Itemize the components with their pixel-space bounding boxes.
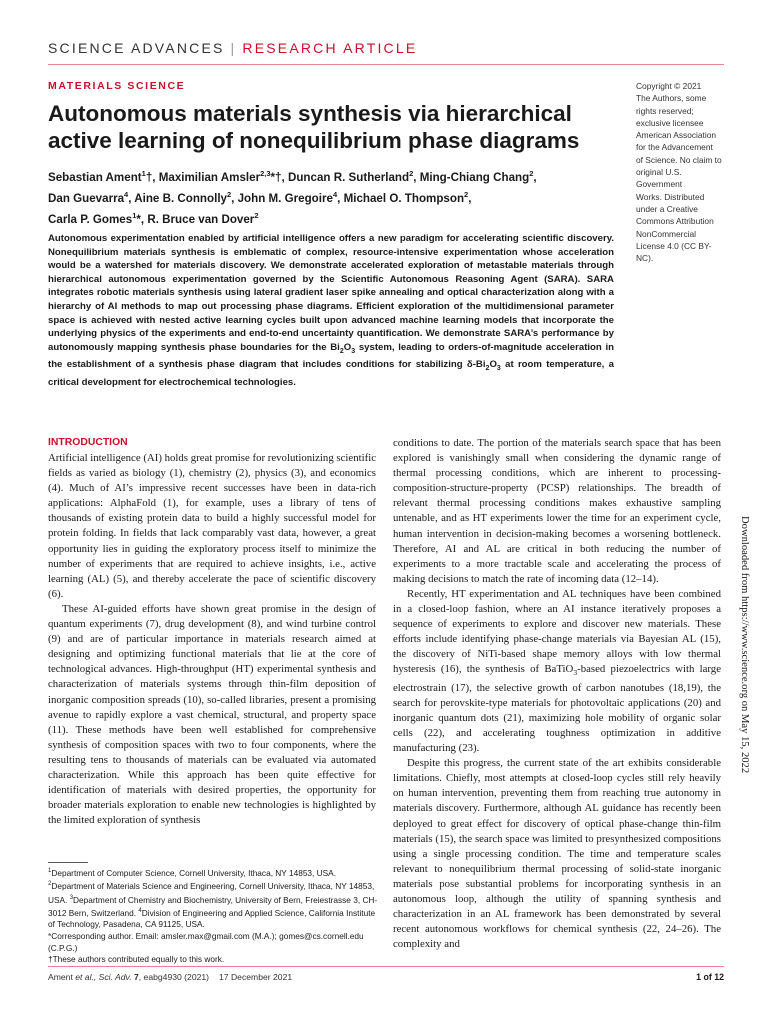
copyright-line: NonCommercial — [636, 228, 697, 239]
footnote-marker: 3 — [69, 894, 74, 901]
body-paragraph: conditions to date. The portion of the materials search space that has been explored is vanishingly small when considering the dynamic range of thermal processing conditions, which are inherent to processing-composition-structure-property (PCSP) relationships. The breadth of relevant thermal processing conditions makes exhaustive sampling untenable, and as HT experiments lower the time for an experiment cycle, human intervention in decision-making becomes a worsening bottleneck. Therefore, AI and AL are critical in both reducing the number of experiments to a more tractable scale and accelerating the process of making decisions to match the rate of incoming data (12–14). — [393, 437, 721, 585]
citation-authors: Ament — [48, 972, 76, 982]
author-affiliation-marker: 1 — [141, 169, 146, 178]
author-name: Duncan R. Sutherland — [287, 170, 410, 184]
author-affiliation-marker: 2 — [226, 189, 232, 199]
journal-header — [48, 40, 417, 56]
article-type: RESEARCH ARTICLE — [242, 40, 418, 56]
header-rule — [48, 64, 724, 65]
paragraph-text: Recently, HT experimentation and AL techniques have been combined in a closed-loop fashion, where an AI instance iteratively proposes a sequence of experiments to explore and discover new materials. These efforts include identifying phase-change materials via Bayesian AL (15), the discovery of NiTi-based shape memory alloys with low thermal hysteresis (16), the synthesis of BaTiO — [393, 587, 721, 676]
author-list: Sebastian Ament$^1$†, Maximilian Amsler$^{2,3}$*†, Duncan R. Sutherland$^2$, Ming-Chiang Chang$^2$, Dan Guevarra$^4$, Aine B. Connolly$^2$, John M. Gregoire$^4$, Michael O. Thompson$^2$, Carla P. Gomes$^1$*, R. Bruce van Dover$^2$ — [48, 169, 537, 226]
footnote-marker: 2 — [48, 881, 52, 888]
author-name: Ming-Chiang Chang — [419, 170, 530, 184]
affiliation-text: Department of Chemistry and Biochemistry, University of Bern, Freiestrasse 3, CH-3012 Bern, Switzerland. — [48, 894, 378, 918]
download-side-note-text: Downloaded from https://www.science.org on May 15, 2022 — [739, 516, 750, 774]
citation-etal: et al. — [75, 972, 94, 982]
formula-element: O — [343, 341, 352, 353]
footnote-marker: 4 — [138, 908, 142, 915]
copyright-line: for the Advancement — [636, 142, 713, 153]
page-number: 1 of 12 — [696, 972, 724, 982]
body-paragraph — [393, 587, 721, 756]
publication-date: 17 December 2021 — [219, 972, 293, 982]
abstract — [48, 232, 614, 389]
body-paragraph: These AI-guided efforts have shown great promise in the design of quantum experiments (7), drug development (8), and wind turbine control (9) and are of particular importance in materials research aimed at designing and optimizing functional materials that lie at the core of technological advances. High-throughput (HT) experimental synthesis and characterization of materials systems through thin-film deposition of inorganic composition spreads (10), so-called libraries, present a promising avenue to rapidly explore a vast chemical, structural, and property space (11). These methods have been well established for comprehensive synthesis of composition spaces with two to four components, where the resulting tens to thousands of materials can be evaluated via automated characterization. While this approach has been quite effective for identification of materials with desired properties, the opportunity for broader materials exploration to enable new technologies is highlighted by the limited exploration of synthesis — [48, 602, 376, 827]
author-note-marker: *† — [270, 170, 282, 184]
copyright-line: original U.S. Government — [636, 167, 683, 190]
formula-subscript: 2 — [485, 365, 490, 373]
copyright-line: exclusive licensee — [636, 117, 704, 128]
copyright-line: Copyright © 2021 — [636, 81, 702, 91]
author-affiliation-marker: 2,3 — [260, 169, 271, 178]
formula-subscript: 2 — [339, 347, 344, 355]
formula-subscript: 3 — [573, 668, 578, 678]
formula-subscript: 3 — [351, 347, 356, 355]
abstract-text-1: Autonomous experimentation enabled by artificial intelligence offers a new paradigm for accelerating scientific discovery. Nonequilibrium materials synthesis is emblematic of complex, resource-intensive experimentation whose acceleration would be a watershed for materials discovery. We demonstrate accelerated exploration of metastable materials through hierarchical autonomous experimentation governed by the Scientific Autonomous Reasoning Agent (SARA). SARA integrates robotic materials synthesis using lateral gradient laser spike annealing and optical characterization along with a hierarchy of AI methods to map out processing phase diagrams. Efficient exploration of the multidimensional parameter space is achieved with nested active learning cycles built upon advanced machine learning models that incorporate the underlying physics of the experiments and end-to-end uncertainty quantification. We demonstrate SARA’s performance by autonomously mapping synthesis phase boundaries for the Bi — [48, 233, 614, 353]
footer-rule — [48, 966, 724, 967]
body-paragraph: Artificial intelligence (AI) holds great promise for revolutionizing scientific fields as varied as biology (1), chemistry (2), physics (3), and economics (4). Much of AI’s impressive recent successes have been in data-rich applications: AlphaFold (1), for example, uses a library of tens of thousands of existing protein data to build a highly successful model for protein folding. In fields that lack comparably vast data, however, a great opportunity lies in guiding the exploratory process itself to minimize the number of experiments that are required to achieve insights, i.e., active learning (AL) (5), and thereby accelerate the pace of scientific discovery (6). — [48, 452, 376, 600]
body-paragraph: Despite this progress, the current state of the art exhibits considerable limitations. Chiefly, most attempts at closed-loop cycles still rely heavily on human intervention, preventing them from reaching true autonomy in materials discovery. Furthermore, although AL guidance has recently been deployed to great effect for discovery of optical phase-change thin-film materials (15), the search space was limited to presynthesized compositions using a single processing condition. The time and temperature scales relevant to nonequilibrium thermal processing of solid-state inorganic materials pose substantial problems for incorporating synthesis in an autonomous loop, although the utility of spanning synthesis and characterization in an AL framework has been demonstrated by several recent autonomous workflows for chemical synthesis (22, 24–26). The complexity and — [393, 757, 721, 951]
author-name: R. Bruce van Dover — [147, 212, 255, 226]
copyright-notice — [636, 80, 726, 264]
author-name: Carla P. Gomes — [48, 212, 133, 226]
author-affiliation-marker: 2 — [464, 189, 469, 199]
author-name: John M. Gregoire — [237, 191, 333, 205]
author-note-marker: * — [136, 212, 141, 226]
section-label: MATERIALS SCIENCE — [48, 80, 186, 92]
author-name: Aine B. Connolly — [134, 191, 227, 205]
footer-citation — [48, 972, 292, 982]
citation-journal: , Sci. Adv. — [93, 972, 134, 982]
journal-name: SCIENCE ADVANCES — [48, 40, 225, 56]
copyright-line: under a Creative — [636, 203, 698, 214]
citation-volume: 7 — [134, 972, 139, 982]
author-affiliation-marker: 4 — [124, 189, 129, 199]
header-separator: | — [230, 40, 237, 56]
footnote-rule — [48, 862, 88, 863]
author-note-marker: † — [145, 170, 153, 184]
corresponding-author-note: *Corresponding author. Email: amsler.max@gmail.com (M.A.); gomes@cs.cornell.edu (C.P.G.) — [48, 931, 364, 953]
copyright-line: of Science. No claim to — [636, 154, 722, 165]
copyright-line: rights reserved; — [636, 105, 694, 116]
affiliation-footnotes — [48, 866, 378, 966]
author-affiliation-marker: 2 — [529, 169, 534, 178]
citation-article-id: , eabg4930 (2021) — [138, 972, 210, 982]
introduction-heading: INTRODUCTION — [48, 437, 128, 448]
author-name: Sebastian Ament — [48, 170, 142, 184]
footnote-affiliations — [48, 866, 378, 931]
copyright-line: American Association — [636, 130, 717, 141]
body-column-left — [48, 436, 376, 828]
article-title: Autonomous materials synthesis via hierarchical active learning of nonequilibrium phase diagrams — [48, 101, 580, 153]
author-affiliation-marker: 2 — [409, 169, 414, 178]
author-affiliation-marker: 1 — [132, 210, 137, 220]
copyright-line: License 4.0 (CC BY-NC). — [636, 240, 712, 264]
copyright-line: Commons Attribution — [636, 216, 714, 227]
copyright-line: The Authors, some — [636, 93, 707, 104]
abstract-text-2: system, leading to orders-of-magnitude acceleration in the establishment of a synthesis phase diagram that includes conditions for stabilizing δ-Bi — [48, 341, 614, 371]
equal-contribution-note: †These authors contributed equally to this work. — [48, 954, 225, 965]
abstract-text-3: at room temperature, a critical development for electrochemical technologies. — [48, 359, 614, 388]
body-column-right — [393, 436, 721, 952]
author-name: Michael O. Thompson — [343, 191, 465, 205]
author-affiliation-marker: 4 — [332, 189, 338, 199]
copyright-line: Works. Distributed — [636, 191, 705, 202]
author-name: Maximilian Amsler — [158, 170, 261, 184]
author-affiliation-marker: 2 — [254, 210, 259, 220]
affiliation-text: Department of Computer Science, Cornell University, Ithaca, NY 14853, USA. — [51, 867, 337, 878]
download-side-note — [734, 516, 754, 996]
footnote-marker: 1 — [48, 868, 52, 874]
formula-element: O — [489, 359, 497, 371]
paragraph-text: -based piezoelectrics with large electrostrain (17), the selective growth of carbon nanotubes (18,19), the search for perovskite-type materials for photovoltaic applications (20) and inorganic quantum dots (21), maximizing hole mobility of organic solar cells (22), and accelerating toughness optimization in additive manufacturing (23). — [393, 663, 721, 755]
affiliation-text: Department of Materials Science and Engineering, Cornell University, Ithaca, NY 14853, USA. — [48, 881, 375, 905]
formula-subscript: 3 — [496, 365, 501, 373]
author-name: Dan Guevarra — [48, 191, 125, 205]
affiliation-text: Division of Engineering and Applied Science, California Institute of Technology, Pasadena, CA 91125, USA. — [48, 907, 376, 930]
